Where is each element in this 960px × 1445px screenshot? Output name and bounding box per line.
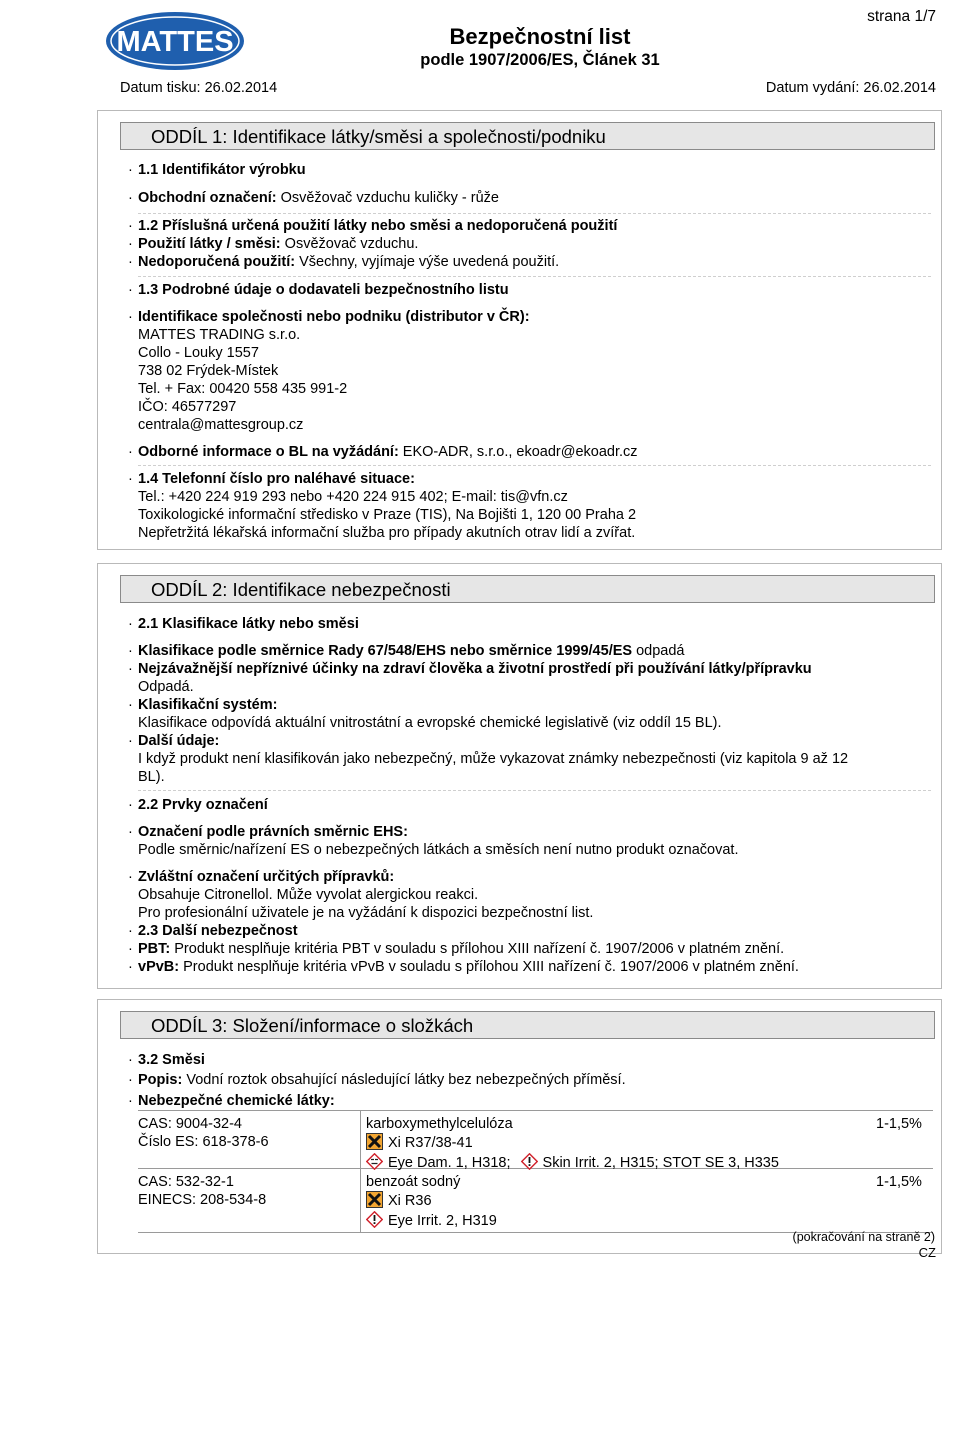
table-rule	[138, 1110, 933, 1111]
s3-line: · Popis: Vodní roztok obsahující následující látky bez nebezpečných příměsí.	[128, 1072, 626, 1088]
s2-line: I když produkt není klasifikován jako nebezpečný, může vykazovat známky nebezpečnosti (viz kapitola 9 až 12	[138, 751, 849, 767]
s1-line: Collo - Louky 1557	[138, 345, 259, 361]
s2-line: · Klasifikace podle směrnice Rady 67/548/EHS nebo směrnice 1999/45/ES odpadá	[128, 643, 685, 659]
document-subtitle: podle 1907/2006/ES, Článek 31	[420, 51, 660, 69]
table-row-2-clp: Eye Irrit. 2, H319	[366, 1211, 497, 1230]
table-row-2-name: benzoát sodný	[366, 1174, 461, 1190]
s2-line: · Klasifikační systém:	[128, 697, 278, 713]
s2-line: · Zvláštní označení určitých přípravků:	[128, 869, 395, 885]
s1-line: · Nedoporučená použití: Všechny, vyjímaje výše uvedená použití.	[128, 254, 560, 270]
table-row-1-rphrase: Xi R37/38-41	[366, 1133, 473, 1152]
s2-line: Pro profesionální uživatele je na vyžádání k dispozici bezpečnostní list.	[138, 905, 594, 921]
language-code: CZ	[918, 1245, 936, 1260]
ghs-exclamation-icon	[521, 1153, 538, 1170]
table-row-2-rphrase: Xi R36	[366, 1191, 432, 1210]
ghs-corrosion-icon	[366, 1153, 383, 1170]
xi-harmful-icon	[366, 1191, 383, 1208]
section-1	[97, 110, 942, 550]
s1-line: centrala@mattesgroup.cz	[138, 417, 304, 433]
s2-line: Klasifikace odpovídá aktuální vnitrostátní a evropské chemické legislativě (viz oddíl 15 BL).	[138, 715, 722, 731]
continued-note: (pokračování na straně 2)	[792, 1230, 935, 1244]
table-row-1-name: karboxymethylcelulóza	[366, 1116, 513, 1132]
s1-line: · Obchodní označení: Osvěžovač vzduchu kuličky - růže	[128, 190, 499, 206]
s1-line: · Použití látky / směsi: Osvěžovač vzduchu.	[128, 236, 419, 252]
table-row-2-conc: 1-1,5%	[876, 1174, 922, 1190]
s1-line: · 1.2 Příslušná určená použití látky nebo směsi a nedoporučená použití	[128, 218, 618, 234]
s1-line: IČO: 46577297	[138, 399, 237, 415]
s1-line: Nepřetržitá lékařská informační služba pro případy akutních otrav lidí a zvířat.	[138, 525, 636, 541]
table-row-2-id1: CAS: 532-32-1	[138, 1174, 234, 1190]
s3-line: · 3.2 Směsi	[128, 1052, 205, 1068]
table-row-2-id2: EINECS: 208-534-8	[138, 1192, 267, 1208]
divider	[138, 213, 931, 214]
section-3-heading: ODDÍL 3: Složení/informace o složkách	[120, 1011, 935, 1039]
s1-line: · 1.4 Telefonní číslo pro naléhavé situace:	[128, 471, 415, 487]
s2-line: Podle směrnic/nařízení ES o nebezpečných látkách a směsích není nutno produkt označovat.	[138, 842, 739, 858]
s1-line: · Odborné informace o BL na vyžádání: EKO-ADR, s.r.o., ekoadr@ekoadr.cz	[128, 444, 638, 460]
s2-line: · PBT: Produkt nesplňuje kritéria PBT v souladu s přílohou XIII nařízení č. 1907/2006 v platném znění.	[128, 941, 785, 957]
ghs-exclamation-icon	[366, 1211, 383, 1228]
s1-line: Tel. + Fax: 00420 558 435 991-2	[138, 381, 348, 397]
document-title: Bezpečnostní list	[449, 24, 631, 49]
section-2-heading: ODDÍL 2: Identifikace nebezpečnosti	[120, 575, 935, 603]
xi-harmful-icon	[366, 1133, 383, 1150]
page-number: strana 1/7	[867, 8, 936, 25]
s1-line: MATTES TRADING s.r.o.	[138, 327, 301, 343]
table-row-1-id2: Číslo ES: 618-378-6	[138, 1134, 269, 1150]
print-date: Datum tisku: 26.02.2014	[120, 80, 278, 96]
divider	[138, 465, 931, 466]
mattes-logo	[104, 10, 246, 72]
section-2	[97, 563, 942, 989]
s2-line: Obsahuje Citronellol. Může vyvolat alergickou reakci.	[138, 887, 479, 903]
s1-line: · 1.1 Identifikátor výrobku	[128, 162, 306, 178]
s2-line: · Další údaje:	[128, 733, 220, 749]
s2-line: · Označení podle právních směrnic EHS:	[128, 824, 408, 840]
table-row-1-id1: CAS: 9004-32-4	[138, 1116, 242, 1132]
s2-line: · 2.2 Prvky označení	[128, 797, 268, 813]
section-1-heading: ODDÍL 1: Identifikace látky/směsi a společnosti/podniku	[120, 122, 935, 150]
table-row-1-conc: 1-1,5%	[876, 1116, 922, 1132]
s2-line: BL).	[138, 769, 165, 785]
divider	[138, 790, 931, 791]
s2-line: · vPvB: Produkt nesplňuje kritéria vPvB v souladu s přílohou XIII nařízení č. 1907/2006 v platném znění.	[128, 959, 799, 975]
s1-line: · 1.3 Podrobné údaje o dodavateli bezpečnostního listu	[128, 282, 509, 298]
s2-line: · 2.3 Další nebezpečnost	[128, 923, 298, 939]
s3-line: · Nebezpečné chemické látky:	[128, 1093, 335, 1109]
s1-line: Toxikologické informační středisko v Praze (TIS), Na Bojišti 1, 120 00 Praha 2	[138, 507, 637, 523]
s1-line: Tel.: +420 224 919 293 nebo +420 224 915 402; E-mail: tis@vfn.cz	[138, 489, 568, 505]
s2-line: Odpadá.	[138, 679, 194, 695]
section-3	[97, 999, 942, 1254]
table-row-1-clp: Eye Dam. 1, H318; Skin Irrit. 2, H315; STOT SE 3, H335	[366, 1153, 779, 1172]
s1-line: 738 02 Frýdek-Místek	[138, 363, 279, 379]
s1-line: · Identifikace společnosti nebo podniku (distributor v ČR):	[128, 309, 530, 325]
s2-line: · Nejzávažnější nepříznivé účinky na zdraví člověka a životní prostředí při používání látky/přípravku	[128, 661, 812, 677]
issue-date: Datum vydání: 26.02.2014	[765, 80, 936, 96]
table-rule	[360, 1110, 361, 1232]
logo-text: MATTES	[116, 26, 234, 58]
s2-line: · 2.1 Klasifikace látky nebo směsi	[128, 616, 359, 632]
divider	[138, 276, 931, 277]
